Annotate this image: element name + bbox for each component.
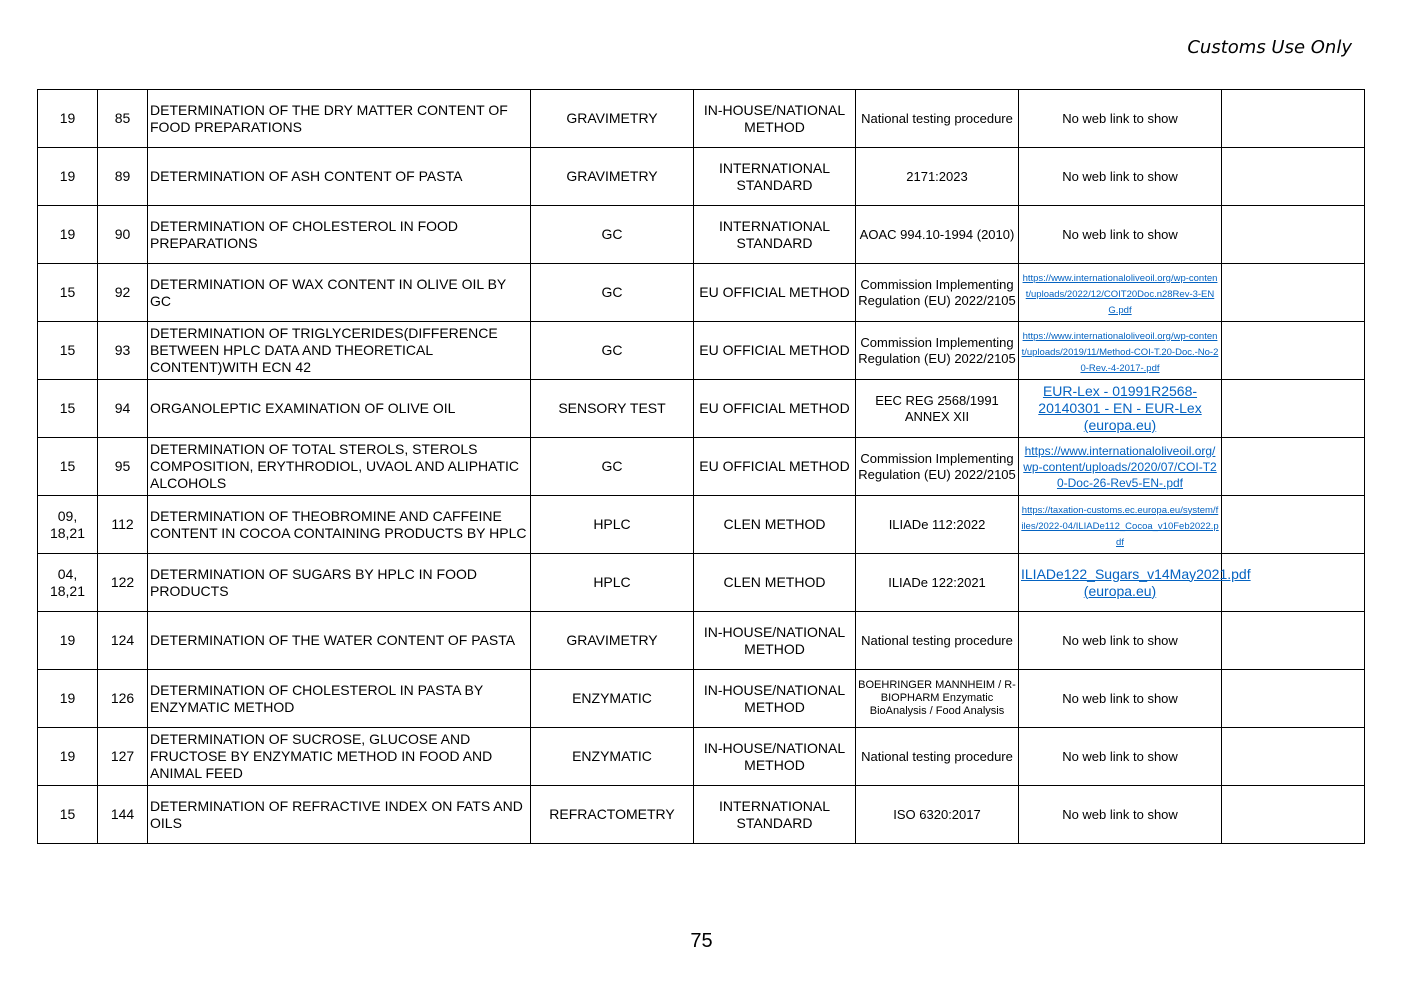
reference-cell: ISO 6320:2017: [856, 786, 1019, 844]
reference-cell: AOAC 994.10-1994 (2010): [856, 206, 1019, 264]
table-row: [38, 786, 1365, 844]
chapter-cell: 09, 18,21: [38, 496, 98, 554]
weblink-cell: No web link to show: [1019, 670, 1222, 728]
chapter-cell: 19: [38, 148, 98, 206]
notes-cell: [1222, 206, 1365, 264]
method-type-cell: EU OFFICIAL METHOD: [694, 438, 856, 496]
customs-use-only-note: Customs Use Only: [1187, 37, 1352, 58]
description-cell: DETERMINATION OF CHOLESTEROL IN PASTA BY ENZYMATIC METHOD: [148, 670, 531, 728]
technique-cell: ENZYMATIC: [531, 728, 694, 786]
notes-cell: [1222, 148, 1365, 206]
description-cell: DETERMINATION OF REFRACTIVE INDEX ON FATS AND OILS: [148, 786, 531, 844]
weblink-cell: [1019, 264, 1222, 322]
method-number-cell: 90: [98, 206, 148, 264]
method-number-cell: 85: [98, 90, 148, 148]
technique-cell: GRAVIMETRY: [531, 90, 694, 148]
chapter-cell: 19: [38, 90, 98, 148]
weblink-cell: [1019, 322, 1222, 380]
method-number-cell: 124: [98, 612, 148, 670]
table-row: [38, 322, 1365, 380]
notes-cell: [1222, 380, 1365, 438]
notes-cell: [1222, 786, 1365, 844]
description-cell: ORGANOLEPTIC EXAMINATION OF OLIVE OIL: [148, 380, 531, 438]
technique-cell: HPLC: [531, 496, 694, 554]
technique-cell: GC: [531, 322, 694, 380]
reference-cell: Commission Implementing Regulation (EU) 2022/2105: [856, 438, 1019, 496]
weblink-cell: [1019, 380, 1222, 438]
chapter-cell: 19: [38, 206, 98, 264]
description-cell: DETERMINATION OF WAX CONTENT IN OLIVE OIL BY GC: [148, 264, 531, 322]
method-type-cell: CLEN METHOD: [694, 554, 856, 612]
description-cell: DETERMINATION OF SUGARS BY HPLC IN FOOD PRODUCTS: [148, 554, 531, 612]
technique-cell: GC: [531, 206, 694, 264]
reference-cell: Commission Implementing Regulation (EU) 2022/2105: [856, 322, 1019, 380]
method-type-cell: IN-HOUSE/NATIONAL METHOD: [694, 728, 856, 786]
table-row: [38, 90, 1365, 148]
description-cell: DETERMINATION OF THEOBROMINE AND CAFFEINE CONTENT IN COCOA CONTAINING PRODUCTS BY HPLC: [148, 496, 531, 554]
table-row: [38, 554, 1365, 612]
methods-table: [37, 89, 1365, 844]
chapter-cell: 15: [38, 786, 98, 844]
reference-cell: 2171:2023: [856, 148, 1019, 206]
technique-cell: ENZYMATIC: [531, 670, 694, 728]
technique-cell: GC: [531, 264, 694, 322]
description-cell: DETERMINATION OF ASH CONTENT OF PASTA: [148, 148, 531, 206]
weblink-cell: No web link to show: [1019, 148, 1222, 206]
reference-cell: National testing procedure: [856, 612, 1019, 670]
method-type-cell: EU OFFICIAL METHOD: [694, 322, 856, 380]
method-type-cell: EU OFFICIAL METHOD: [694, 264, 856, 322]
method-number-cell: 122: [98, 554, 148, 612]
weblink[interactable]: EUR-Lex - 01991R2568-20140301 - EN - EUR-Lex (europa.eu): [1038, 383, 1202, 433]
method-number-cell: 144: [98, 786, 148, 844]
technique-cell: GRAVIMETRY: [531, 612, 694, 670]
description-cell: DETERMINATION OF SUCROSE, GLUCOSE AND FRUCTOSE BY ENZYMATIC METHOD IN FOOD AND ANIMAL FEED: [148, 728, 531, 786]
chapter-cell: 19: [38, 670, 98, 728]
weblink-cell: [1019, 496, 1222, 554]
technique-cell: GRAVIMETRY: [531, 148, 694, 206]
table-row: [38, 206, 1365, 264]
weblink[interactable]: ILIADe122_Sugars_v14May2021.pdf (europa.eu): [1021, 565, 1251, 599]
notes-cell: [1222, 90, 1365, 148]
notes-cell: [1222, 264, 1365, 322]
notes-cell: [1222, 438, 1365, 496]
chapter-cell: 19: [38, 612, 98, 670]
method-type-cell: INTERNATIONAL STANDARD: [694, 148, 856, 206]
method-number-cell: 112: [98, 496, 148, 554]
notes-cell: [1222, 554, 1365, 612]
reference-cell: Commission Implementing Regulation (EU) 2022/2105: [856, 264, 1019, 322]
table-row: [38, 728, 1365, 786]
notes-cell: [1222, 728, 1365, 786]
description-cell: DETERMINATION OF THE DRY MATTER CONTENT OF FOOD PREPARATIONS: [148, 90, 531, 148]
reference-cell: ILIADe 122:2021: [856, 554, 1019, 612]
weblink-cell: [1019, 438, 1222, 496]
weblink[interactable]: https://taxation-customs.ec.europa.eu/system/files/2022-04/ILIADe112_Cocoa_v10Feb2022.pdf: [1021, 504, 1219, 548]
technique-cell: GC: [531, 438, 694, 496]
reference-cell: EEC REG 2568/1991 ANNEX XII: [856, 380, 1019, 438]
chapter-cell: 15: [38, 322, 98, 380]
technique-cell: HPLC: [531, 554, 694, 612]
description-cell: DETERMINATION OF TRIGLYCERIDES(DIFFERENCE BETWEEN HPLC DATA AND THEORETICAL CONTENT)WITH ECN 42: [148, 322, 531, 380]
weblink[interactable]: https://www.internationaloliveoil.org/wp-content/uploads/2022/12/COIT20Doc.n28Rev-3-ENG.pdf: [1022, 272, 1218, 316]
notes-cell: [1222, 612, 1365, 670]
method-number-cell: 93: [98, 322, 148, 380]
method-type-cell: IN-HOUSE/NATIONAL METHOD: [694, 612, 856, 670]
notes-cell: [1222, 496, 1365, 554]
method-type-cell: EU OFFICIAL METHOD: [694, 380, 856, 438]
method-type-cell: INTERNATIONAL STANDARD: [694, 206, 856, 264]
weblink-cell: No web link to show: [1019, 786, 1222, 844]
chapter-cell: 04, 18,21: [38, 554, 98, 612]
weblink-cell: No web link to show: [1019, 206, 1222, 264]
technique-cell: REFRACTOMETRY: [531, 786, 694, 844]
method-number-cell: 95: [98, 438, 148, 496]
table-row: [38, 264, 1365, 322]
method-number-cell: 127: [98, 728, 148, 786]
chapter-cell: 19: [38, 728, 98, 786]
method-number-cell: 94: [98, 380, 148, 438]
weblink[interactable]: https://www.internationaloliveoil.org/wp-content/uploads/2019/11/Method-COI-T.20-Doc.-No-20-Rev.-4-2017-.pdf: [1021, 330, 1219, 374]
method-type-cell: INTERNATIONAL STANDARD: [694, 786, 856, 844]
technique-cell: SENSORY TEST: [531, 380, 694, 438]
method-type-cell: IN-HOUSE/NATIONAL METHOD: [694, 90, 856, 148]
table-row: [38, 438, 1365, 496]
weblink-cell: No web link to show: [1019, 728, 1222, 786]
method-type-cell: IN-HOUSE/NATIONAL METHOD: [694, 670, 856, 728]
weblink-cell: No web link to show: [1019, 612, 1222, 670]
method-number-cell: 126: [98, 670, 148, 728]
table-row: [38, 670, 1365, 728]
table-row: [38, 380, 1365, 438]
method-number-cell: 89: [98, 148, 148, 206]
notes-cell: [1222, 670, 1365, 728]
notes-cell: [1222, 322, 1365, 380]
weblink-cell: No web link to show: [1019, 90, 1222, 148]
chapter-cell: 15: [38, 438, 98, 496]
weblink-cell: [1019, 554, 1251, 612]
table-row: [38, 612, 1365, 670]
chapter-cell: 15: [38, 380, 98, 438]
reference-cell: National testing procedure: [856, 90, 1019, 148]
reference-cell: BOEHRINGER MANNHEIM / R-BIOPHARM Enzymatic BioAnalysis / Food Analysis: [856, 670, 1019, 728]
method-number-cell: 92: [98, 264, 148, 322]
reference-cell: National testing procedure: [856, 728, 1019, 786]
weblink[interactable]: https://www.internationaloliveoil.org/wp-content/uploads/2020/07/COI-T20-Doc-26-Rev5-EN-.pdf: [1023, 443, 1217, 490]
table-row: [38, 496, 1365, 554]
reference-cell: ILIADe 112:2022: [856, 496, 1019, 554]
table-row: [38, 148, 1365, 206]
method-type-cell: CLEN METHOD: [694, 496, 856, 554]
description-cell: DETERMINATION OF THE WATER CONTENT OF PASTA: [148, 612, 531, 670]
description-cell: DETERMINATION OF CHOLESTEROL IN FOOD PREPARATIONS: [148, 206, 531, 264]
description-cell: DETERMINATION OF TOTAL STEROLS, STEROLS COMPOSITION, ERYTHRODIOL, UVAOL AND ALIPHATIC ALCOHOLS: [148, 438, 531, 496]
page-number: 75: [690, 930, 713, 952]
chapter-cell: 15: [38, 264, 98, 322]
